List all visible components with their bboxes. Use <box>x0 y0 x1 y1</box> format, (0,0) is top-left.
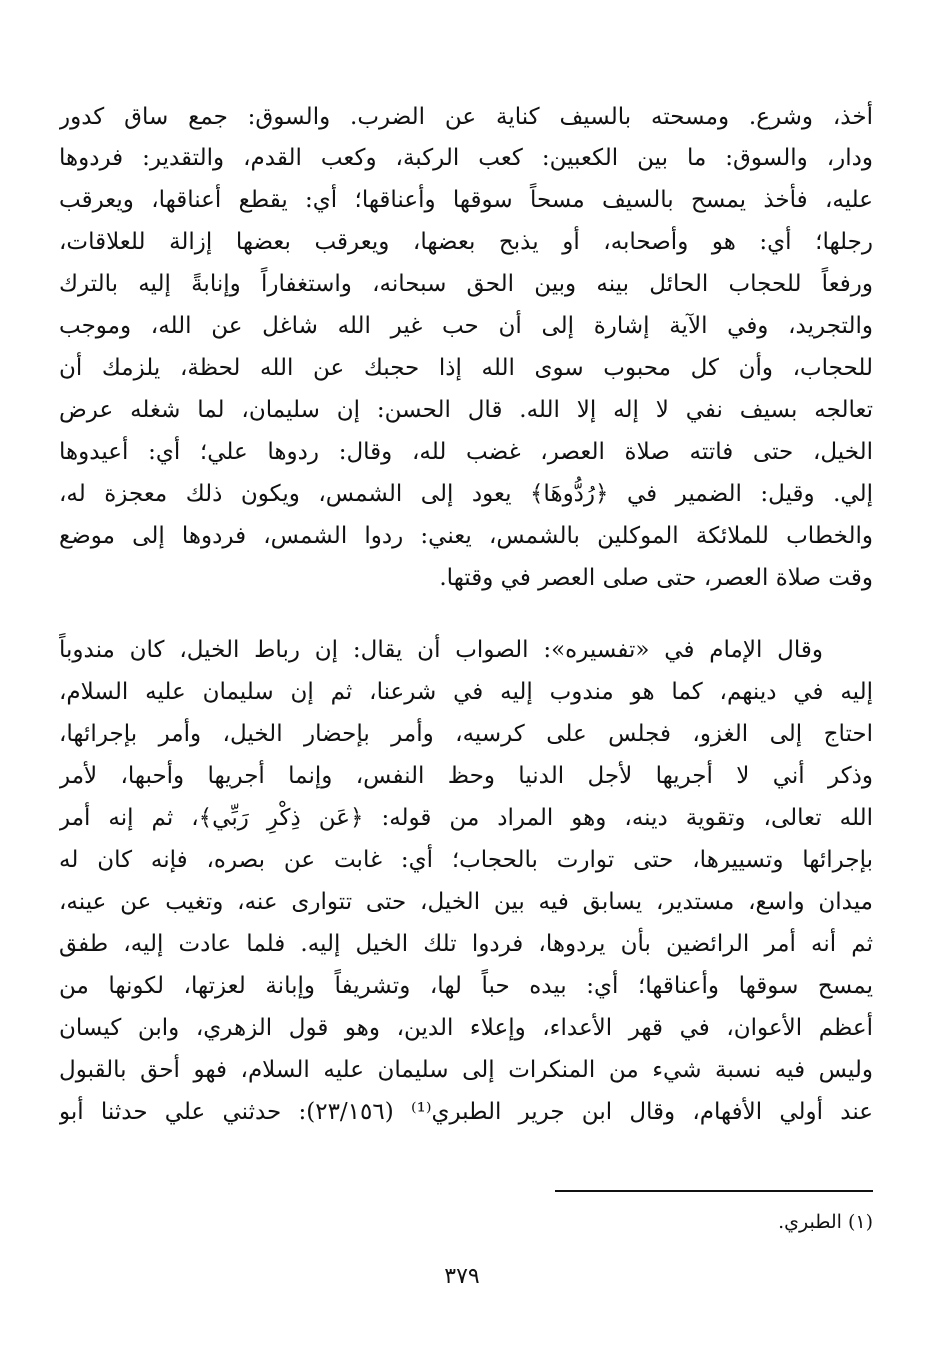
text-line: والتجريد، وفي الآية إشارة إلى أن حب غير الله شاغل عن الله، وموجب <box>59 313 873 339</box>
text-line: وليس فيه نسبة شيء من المنكرات إلى سليمان عليه السلام، فهو أحق بالقبول <box>59 1057 873 1083</box>
text-line: رجلها؛ أي: هو وأصحابه، أو يذبح بعضها، ويعرقب بعضها إزالة للعلاقات، <box>59 229 873 255</box>
text-line: والخطاب للملائكة الموكلين بالشمس، يعني: ردوا الشمس، فردوها إلى موضع <box>59 523 873 549</box>
footnote: (١) الطبري. <box>778 1211 873 1233</box>
text-line: ثم أنه أمر الرائضين بأن يردوها، فردوا تلك الخيل إليه. فلما عادت إليه، طفق <box>59 931 873 957</box>
text-line: إليه في دينهم، كما هو مندوب إليه في شرعنا، ثم إن سليمان عليه السلام، <box>59 679 873 705</box>
text-line: بإجرائها وتسييرها، حتى توارت بالحجاب؛ أي: غابت عن بصره، فإنه كان له <box>59 847 873 873</box>
text-line: وذكر أني لا أجريها لأجل الدنيا وحظ النفس، وإنما أجريها وأحبها، لأمر <box>59 763 873 789</box>
text-line: ودار، والسوق: ما بين الكعبين: كعب الركبة، وكعب القدم، والتقدير: فردوها <box>59 145 873 171</box>
footnote-divider <box>555 1190 873 1192</box>
text-line: أعظم الأعوان، في قهر الأعداء، وإعلاء الدين، وهو قول الزهري، وابن كيسان <box>59 1015 873 1041</box>
text-line: الخيل، حتى فاتته صلاة العصر، غضب لله، وقال: ردوها علي؛ أي: أعيدوها <box>59 439 873 465</box>
text-line: عليه، فأخذ يمسح بالسيف مسحاً سوقها وأعناقها؛ أي: يقطع أعناقها، ويعرقب <box>59 187 873 213</box>
text-line: ورفعاً للحجاب الحائل بينه وبين الحق سبحانه، واستغفاراً وإنابةً إليه بالترك <box>59 271 873 297</box>
text-line: للحجاب، وأن كل محبوب سوى الله إذا حجبك عن الله لحظة، يلزمك أن <box>59 355 873 381</box>
text-line: وقال الإمام في «تفسيره»: الصواب أن يقال: إن رباط الخيل، كان مندوباً <box>59 637 823 663</box>
text-line: ميدان واسع، مستدير، يسابق فيه بين الخيل، حتى تتوارى عنه، وتغيب عن عينه، <box>59 889 873 915</box>
text-line: إلي. وقيل: الضمير في ﴿رُدُّوهَا﴾ يعود إلى الشمس، ويكون ذلك معجزة له، <box>59 481 873 507</box>
text-line: يمسح سوقها وأعناقها؛ أي: بيده حباً لها، وتشريفاً وإبانة لعزتها، لكونها من <box>59 973 873 999</box>
text-line: تعالجه بسيف نفي لا إله إلا الله. قال الحسن: إن سليمان، لما شغله عرض <box>59 397 873 423</box>
text-line: احتاج إلى الغزو، فجلس على كرسيه، وأمر بإحضار الخيل، وأمر بإجرائها، <box>59 721 873 747</box>
text-line: الله تعالى، وتقوية دينه، وهو المراد من قوله: ﴿عَن ذِكْرِ رَبِّي﴾، ثم إنه أمر <box>59 805 873 831</box>
text-line: أخذ، وشرع. ومسحته بالسيف كناية عن الضرب. والسوق: جمع ساق كدور <box>59 104 873 130</box>
page-number: ٣٧٩ <box>444 1264 480 1289</box>
text-line: عند أولي الأفهام، وقال ابن جرير الطبري⁽¹⁾ (٢٣/١٥٦): حدثني علي حدثنا أبو <box>59 1099 873 1125</box>
text-line: وقت صلاة العصر، حتى صلى العصر في وقتها. <box>439 565 873 591</box>
